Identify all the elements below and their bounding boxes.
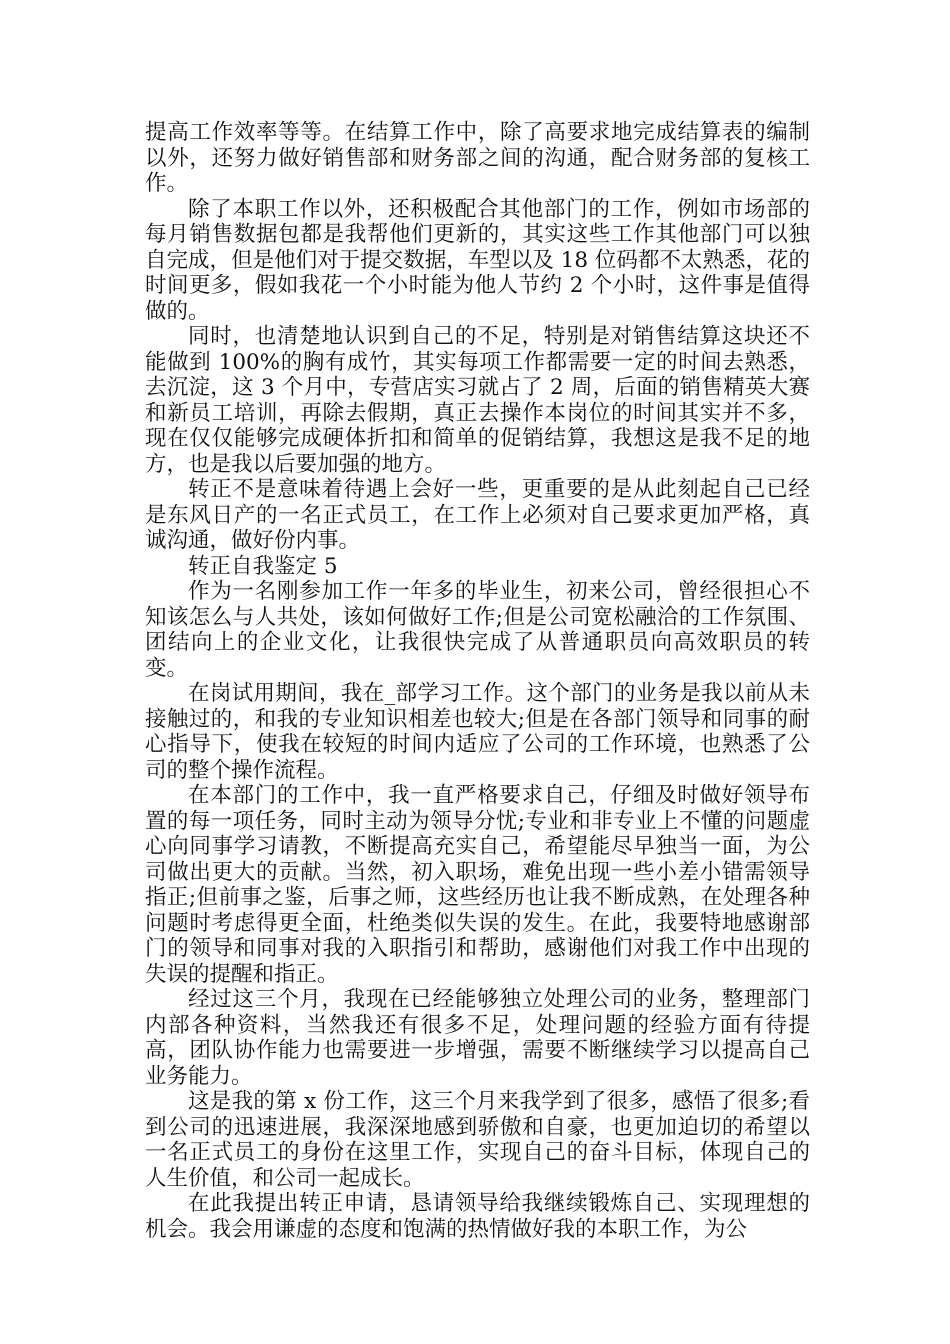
paragraph-4: 转正不是意味着待遇上会好一些，更重要的是从此刻起自己已经是东风日产的一名正式员工，在工作上必须对自己要求更加严格，真诚沟通，做好份内事。 [145,477,810,553]
paragraph-8: 经过这三个月，我现在已经能够独立处理公司的业务，整理部门内部各种资料，当然我还有很多不足，处理问题的经验方面有待提高，团队协作能力也需要进一步增强，需要不断继续学习以提高自己业务能力。 [145,987,810,1089]
paragraph-10: 在此我提出转正申请，恳请领导给我继续锻炼自己、实现理想的机会。我会用谦虚的态度和饱满的热情做好我的本职工作，为公 [145,1191,810,1242]
paragraph-3: 同时，也清楚地认识到自己的不足，特别是对销售结算这块还不能做到 100%的胸有成竹，其实每项工作都需要一定的时间去熟悉，去沉淀，这 3 个月中，专营店实习就占了 2 周，后面的销售精英大赛和新员工培训，再除去假期，真正去操作本岗位的时间其实并不多，现在仅仅能够完成硬体折扣和简单的促销结算，我想这是我不足的地方，也是我以后要加强的地方。 [145,324,810,477]
document-page [145,120,810,1242]
paragraph-7: 在本部门的工作中，我一直严格要求自己，仔细及时做好领导布置的每一项任务，同时主动为领导分忧;专业和非专业上不懂的问题虚心向同事学习请教，不断提高充实自己，希望能尽早独当一面，为公司做出更大的贡献。当然，初入职场，难免出现一些小差小错需领导指正;但前事之鉴，后事之师，这些经历也让我不断成熟，在处理各种问题时考虑得更全面，杜绝类似失误的发生。在此，我要特地感谢部门的领导和同事对我的入职指引和帮助，感谢他们对我工作中出现的失误的提醒和指正。 [145,783,810,987]
paragraph-6: 在岗试用期间，我在_部学习工作。这个部门的业务是我以前从未接触过的，和我的专业知识相差也较大;但是在各部门领导和同事的耐心指导下，使我在较短的时间内适应了公司的工作环境，也熟悉了公司的整个操作流程。 [145,681,810,783]
paragraph-2: 除了本职工作以外，还积极配合其他部门的工作，例如市场部的每月销售数据包都是我帮他们更新的，其实这些工作其他部门可以独自完成，但是他们对于提交数据，车型以及 18 位码都不太熟悉，花的时间更多，假如我花一个小时能为他人节约 2 个小时，这件事是值得做的。 [145,196,810,324]
paragraph-1: 提高工作效率等等。在结算工作中，除了高要求地完成结算表的编制以外，还努力做好销售部和财务部之间的沟通，配合财务部的复核工作。 [145,120,810,196]
paragraph-5: 作为一名刚参加工作一年多的毕业生，初来公司，曾经很担心不知该怎么与人共处，该如何做好工作;但是公司宽松融洽的工作氛围、团结向上的企业文化，让我很快完成了从普通职员向高效职员的转变。 [145,579,810,681]
section-heading: 转正自我鉴定 5 [188,553,338,579]
paragraph-9: 这是我的第 x 份工作，这三个月来我学到了很多，感悟了很多;看到公司的迅速进展，我深深地感到骄傲和自豪，也更加迫切的希望以一名正式员工的身份在这里工作，实现自己的奋斗目标，体现自己的人生价值，和公司一起成长。 [145,1089,810,1191]
